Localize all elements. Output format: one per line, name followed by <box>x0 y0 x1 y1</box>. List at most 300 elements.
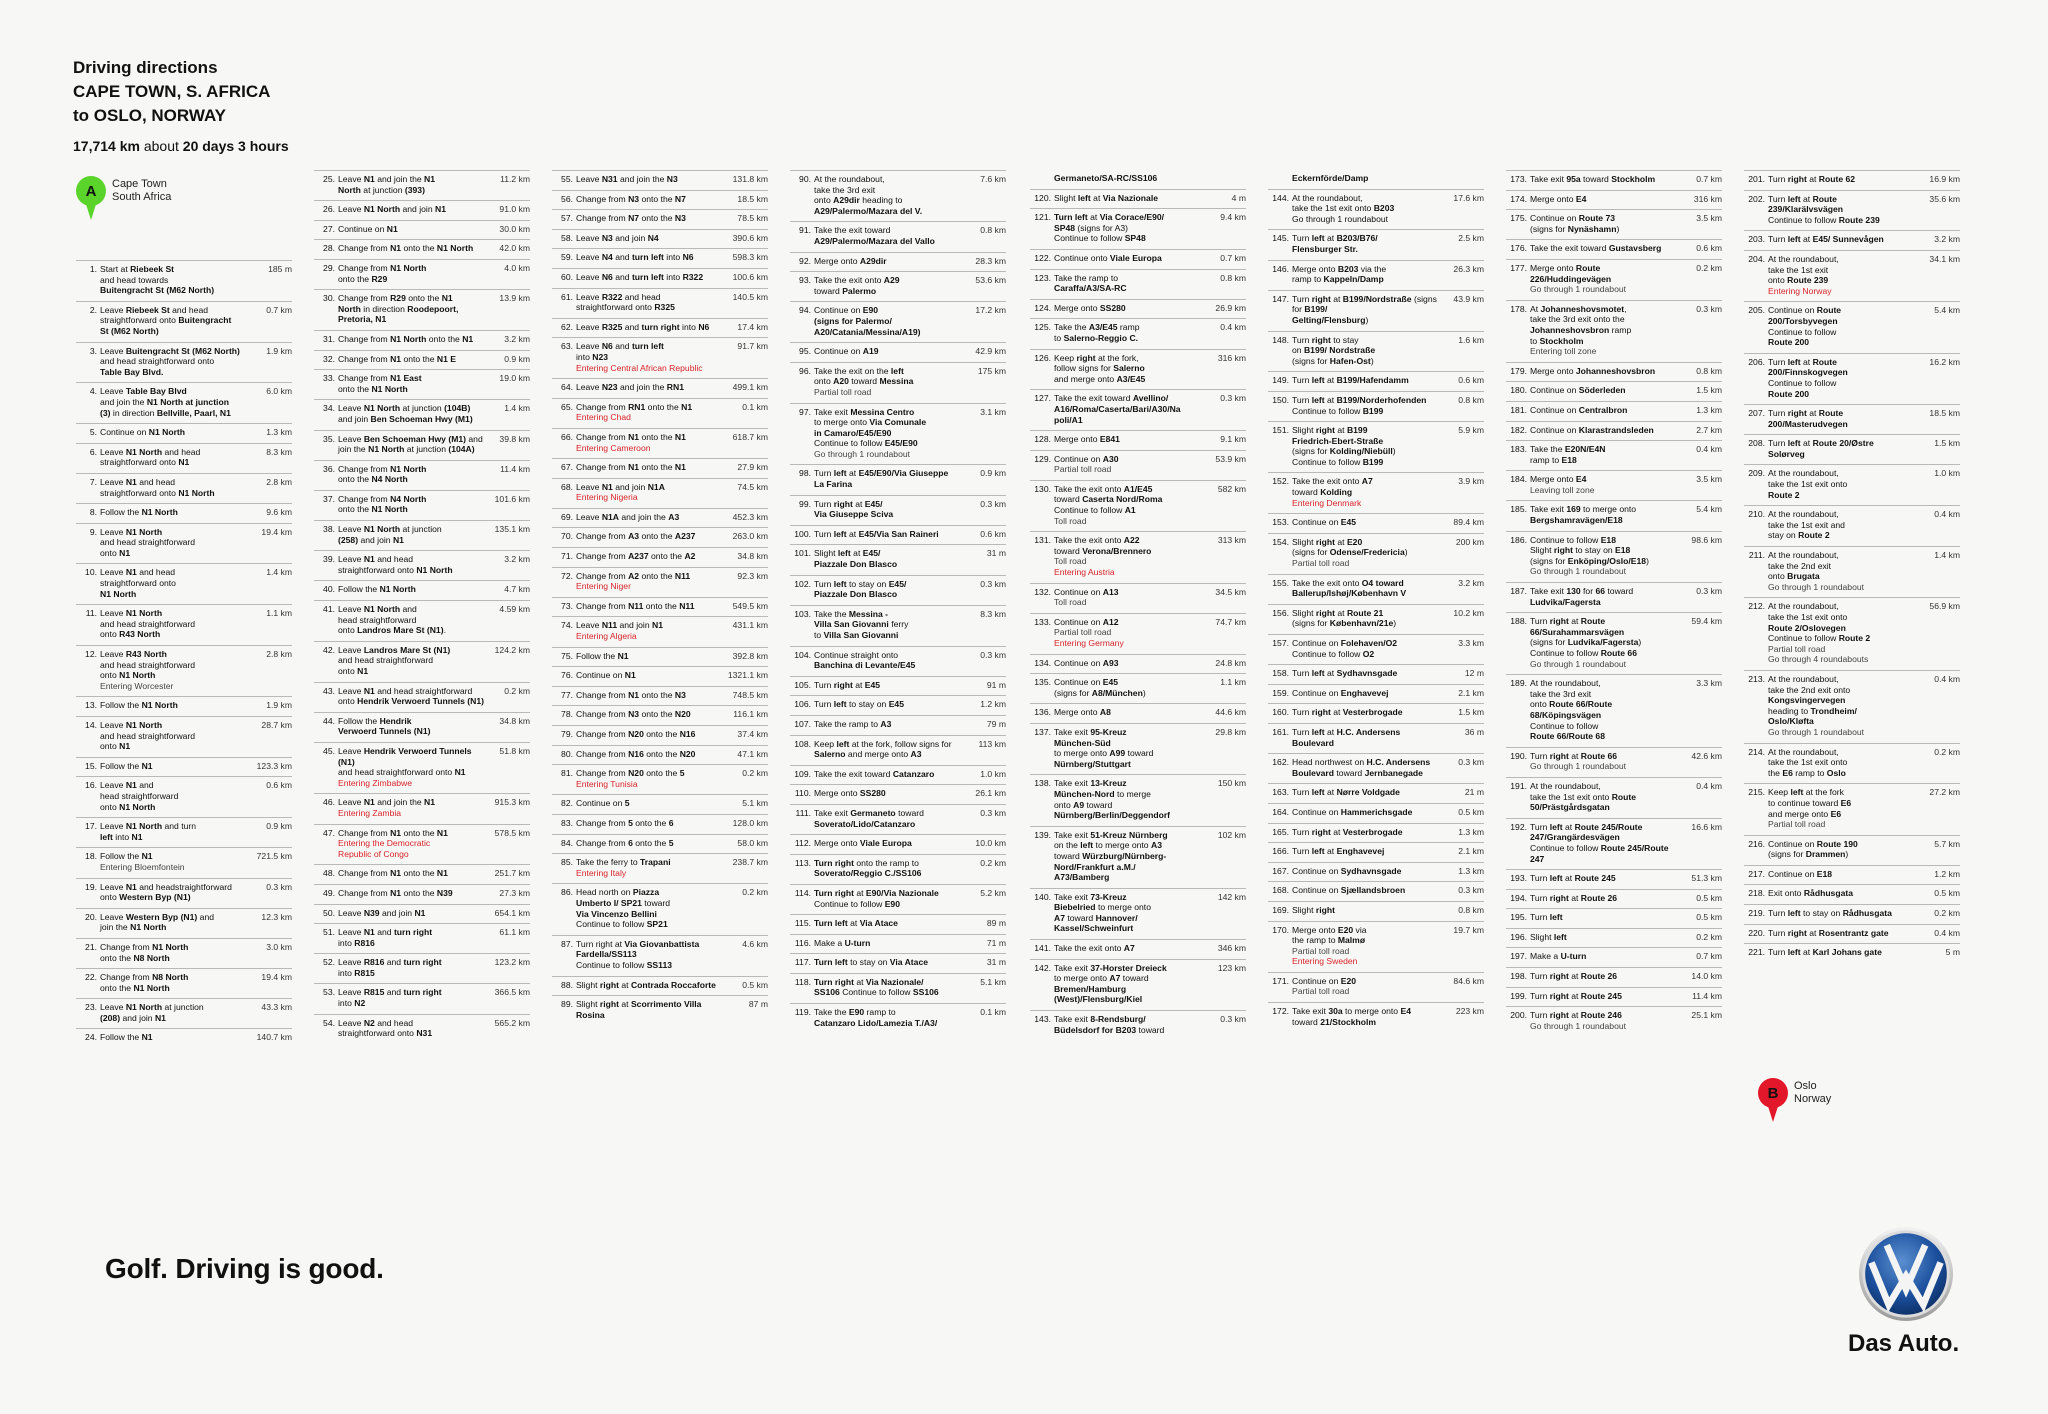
step-number: 151. <box>1272 425 1289 436</box>
step-distance: 8.3 km <box>266 446 292 457</box>
step-number: 92. <box>799 255 811 266</box>
step-number: 43. <box>323 685 335 696</box>
step-number: 200. <box>1510 1010 1527 1021</box>
directions-column-5 <box>1030 170 1246 1040</box>
step-number: 133. <box>1034 616 1051 627</box>
step-number: 177. <box>1510 262 1527 273</box>
step-number: 116. <box>794 937 811 948</box>
step-number: 194. <box>1510 892 1527 903</box>
step-instruction: Slight right at B199 Friedrich-Ebert-Straße (signs for Kolding/Niebüll) Continue to follow B199 <box>1292 425 1396 467</box>
step-distance: 0.3 km <box>1696 303 1722 314</box>
step-number: 161. <box>1272 726 1289 737</box>
step-number: 145. <box>1272 233 1289 244</box>
direction-step <box>1506 582 1722 612</box>
step-distance: 0.1 km <box>742 401 768 412</box>
direction-step <box>552 190 768 210</box>
step-number: 112. <box>794 838 811 849</box>
step-instruction: Change from N1 North onto the R29 <box>338 262 427 284</box>
step-distance: 1.0 km <box>1934 468 1960 479</box>
step-instruction: Continue on A13 Toll road <box>1054 586 1119 608</box>
step-instruction: Leave N1 North at junction (258) and join N1 <box>338 524 442 545</box>
direction-step <box>76 817 292 847</box>
direction-step <box>76 301 292 342</box>
step-number: 68. <box>561 481 573 492</box>
step-distance: 19.4 km <box>261 972 292 983</box>
direction-step <box>1030 450 1246 480</box>
direction-step <box>790 544 1006 574</box>
direction-step <box>314 682 530 712</box>
direction-step <box>1744 434 1960 464</box>
direction-step <box>1744 743 1960 784</box>
step-instruction: Continue on A12 Partial toll road Entering Germany <box>1054 616 1124 648</box>
step-distance: 131.8 km <box>732 174 768 184</box>
step-distance: 30.0 km <box>499 223 530 234</box>
direction-step <box>1268 921 1484 972</box>
step-distance: 0.7 km <box>1220 252 1246 263</box>
direction-step <box>314 641 530 682</box>
direction-step <box>1744 884 1960 904</box>
step-number: 111. <box>795 807 811 818</box>
step-distance: 578.5 km <box>494 827 530 838</box>
step-instruction: Take the exit onto O4 toward Ballerup/Ishøj/København V <box>1292 577 1407 599</box>
step-instruction: At the roundabout, take the 1st exit onto Route 2 <box>1768 468 1848 500</box>
step-number: 167. <box>1272 865 1289 876</box>
step-instruction: Turn right to stay on B199/ Nordstraße (signs for Hafen-Ost) <box>1292 334 1376 366</box>
step-number: 62. <box>561 321 573 332</box>
step-instruction: Head northwest on H.C. Andersens Boulevard toward Jernbanegade <box>1292 757 1431 778</box>
step-distance: 0.8 km <box>1220 272 1246 283</box>
step-number: 72. <box>561 570 573 581</box>
step-number: 140. <box>1034 891 1051 902</box>
step-instruction: Take the exit on the left onto A20 toward Messina Partial toll road <box>814 365 914 397</box>
step-distance: 13.9 km <box>499 293 530 304</box>
step-instruction: Continue on Folehaven/O2 Continue to follow O2 <box>1292 638 1398 659</box>
step-distance: 47.1 km <box>737 748 768 759</box>
step-distance: 1.0 km <box>980 768 1006 779</box>
step-distance: 39.8 km <box>499 433 530 444</box>
direction-step <box>314 712 530 742</box>
step-instruction: Turn right at E90/Via Nazionale Continue to follow E90 <box>814 887 939 909</box>
step-distance: 0.9 km <box>266 821 292 832</box>
direction-step <box>552 378 768 398</box>
step-number: 149. <box>1272 375 1289 386</box>
direction-step <box>314 220 530 240</box>
step-instruction: Take the E20N/E4N ramp to E18 <box>1530 444 1606 465</box>
step-number: 77. <box>561 689 573 700</box>
direction-step <box>552 458 768 478</box>
direction-step <box>552 647 768 667</box>
step-distance: 12.3 km <box>261 911 292 922</box>
direction-step <box>314 864 530 884</box>
step-distance: 4.7 km <box>504 584 530 595</box>
step-instruction: Change from N11 onto the N11 <box>576 600 695 611</box>
direction-step <box>76 473 292 503</box>
step-distance: 35.6 km <box>1929 193 1960 204</box>
step-number: 221. <box>1748 947 1765 958</box>
step-distance: 5 m <box>1945 947 1960 958</box>
brand-tagline: Das Auto. <box>1848 1330 1960 1357</box>
step-number: 216. <box>1748 838 1765 849</box>
step-instruction: Continue on N1 <box>576 670 636 681</box>
direction-step <box>1268 703 1484 723</box>
direction-step <box>1268 189 1484 230</box>
step-number: 143. <box>1034 1014 1051 1025</box>
step-number: 22. <box>85 972 97 983</box>
step-instruction: Slight left at E45/ Piazzale Don Blasco <box>814 548 898 570</box>
direction-step <box>76 757 292 777</box>
step-distance: 6.0 km <box>266 386 292 397</box>
direction-step <box>76 443 292 473</box>
step-instruction: Leave R816 and turn right into R815 <box>338 957 442 978</box>
step-number: 186. <box>1510 534 1527 545</box>
direction-step <box>1268 684 1484 704</box>
direction-step <box>1030 703 1246 723</box>
step-number: 208. <box>1748 438 1765 449</box>
step-instruction: Take exit 95-Kreuz München-Süd to merge onto A99 toward Nürnberg/Stuttgart <box>1054 726 1154 769</box>
direction-step <box>314 923 530 953</box>
step-number: 18. <box>85 851 97 862</box>
direction-step <box>790 676 1006 696</box>
step-number: 55. <box>561 174 573 184</box>
step-distance: 87 m <box>748 999 768 1010</box>
step-instruction: Leave R322 and head straightforward onto R325 <box>576 291 675 313</box>
direction-step <box>76 938 292 968</box>
direction-step <box>552 229 768 249</box>
direction-step <box>314 600 530 641</box>
direction-step <box>76 908 292 938</box>
direction-step <box>314 1014 530 1044</box>
direction-step <box>1506 987 1722 1007</box>
step-number: 163. <box>1272 787 1289 798</box>
step-number: 52. <box>323 957 335 968</box>
step-instruction: Change from N16 onto the N20 <box>576 748 696 759</box>
direction-step <box>1506 818 1722 869</box>
direction-step <box>790 495 1006 525</box>
step-instruction: Leave N1 North and head straightforward onto R43 North <box>100 608 196 640</box>
step-instruction: Slight right at Contrada Roccaforte <box>576 979 716 990</box>
step-instruction: Leave N1 North at junction (208) and join N1 <box>100 1002 204 1023</box>
direction-step <box>552 508 768 528</box>
step-distance: 0.4 km <box>1220 322 1246 333</box>
step-distance: 1.5 km <box>1696 385 1722 396</box>
step-number: 153. <box>1272 517 1289 528</box>
step-number: 121. <box>1034 212 1051 223</box>
step-number: 114. <box>794 887 811 898</box>
step-distance: 31 m <box>986 548 1006 559</box>
step-distance: 4 m <box>1231 192 1246 203</box>
step-distance: 0.3 km <box>1220 393 1246 404</box>
step-number: 99. <box>799 498 811 509</box>
step-distance: 0.6 km <box>266 780 292 791</box>
step-distance: 28.7 km <box>261 720 292 730</box>
direction-step <box>1506 869 1722 889</box>
direction-step <box>1506 209 1722 239</box>
step-instruction: Take exit 30a to merge onto E4 toward 21/Stockholm <box>1292 1006 1411 1027</box>
step-distance: 150 km <box>1217 778 1246 789</box>
step-instruction: Continue on Sydhavnsgade <box>1292 865 1402 876</box>
step-distance: 53.6 km <box>975 275 1006 286</box>
direction-step <box>1506 777 1722 818</box>
direction-step <box>1030 826 1246 888</box>
step-instruction: Germaneto/SA-RC/SS106 <box>1054 173 1158 183</box>
step-number: 212. <box>1748 601 1765 612</box>
direction-step <box>790 301 1006 342</box>
step-distance: 142 km <box>1217 891 1246 902</box>
step-number: 76. <box>561 670 573 681</box>
direction-step <box>76 260 292 301</box>
step-distance: 1.9 km <box>266 345 292 356</box>
direction-step <box>76 968 292 998</box>
step-instruction: Merge onto Route 226/Huddingevägen Go through 1 roundabout <box>1530 262 1627 295</box>
step-distance: 582 km <box>1217 483 1246 494</box>
step-distance: 431.1 km <box>732 620 768 631</box>
step-number: 154. <box>1272 536 1289 547</box>
direction-step <box>1506 531 1722 582</box>
direction-step <box>76 716 292 757</box>
step-distance: 10.2 km <box>1453 607 1484 618</box>
step-number: 66. <box>561 431 573 442</box>
direction-step <box>1030 1010 1246 1040</box>
step-instruction: Follow the N1 Entering Bloemfontein <box>100 851 185 872</box>
step-distance: 9.1 km <box>1220 434 1246 445</box>
step-distance: 0.3 km <box>1220 1014 1246 1025</box>
step-number: 197. <box>1510 951 1527 962</box>
direction-step <box>1030 723 1246 774</box>
step-distance: 5.4 km <box>1934 305 1960 316</box>
direction-step <box>76 776 292 817</box>
step-instruction: Take exit 130 for 66 toward Ludvika/Fagersta <box>1530 586 1634 607</box>
step-instruction: Change from R29 onto the N1 North in direction Roodepoort, Pretoria, N1 <box>338 293 459 325</box>
step-distance: 185 m <box>268 264 292 274</box>
step-instruction: Turn right at Route 26 <box>1530 892 1618 903</box>
direction-step <box>1268 229 1484 259</box>
step-distance: 0.3 km <box>1696 586 1722 597</box>
total-distance: 17,714 km <box>73 138 140 154</box>
step-instruction: Take the exit onto A29 toward Palermo <box>814 275 900 296</box>
step-distance: 392.8 km <box>732 650 768 661</box>
step-instruction: Take the exit toward A29/Palermo/Mazara del Vallo <box>814 225 935 246</box>
direction-step <box>1506 889 1722 909</box>
direction-step <box>1268 881 1484 901</box>
direction-step <box>1030 249 1246 269</box>
step-distance: 5.4 km <box>1696 504 1722 515</box>
step-distance: 0.5 km <box>1934 888 1960 899</box>
step-number: 17. <box>85 821 97 832</box>
step-instruction: Turn left at H.C. Andersens Boulevard <box>1292 726 1401 748</box>
step-instruction: Merge onto E4 Leaving toll zone <box>1530 474 1595 495</box>
step-number: 215. <box>1748 787 1765 798</box>
step-distance: 0.2 km <box>1934 908 1960 919</box>
step-number: 41. <box>323 604 335 615</box>
direction-step <box>1744 835 1960 865</box>
step-instruction: Continue straight onto Banchina di Levante/E45 <box>814 649 916 671</box>
step-distance: 3.2 km <box>504 554 530 565</box>
direction-step <box>1030 299 1246 319</box>
step-distance: 3.2 km <box>504 333 530 344</box>
direction-step <box>1744 597 1960 670</box>
step-instruction: Continue onto Viale Europa <box>1054 252 1162 263</box>
step-instruction: Leave R815 and turn right into N2 <box>338 987 442 1009</box>
start-location-label: Cape Town South Africa <box>112 178 172 203</box>
end-location-label: Oslo Norway <box>1794 1080 1832 1105</box>
direction-step <box>1506 401 1722 421</box>
direction-step <box>1030 613 1246 654</box>
step-distance: 78.5 km <box>737 213 768 224</box>
step-instruction: Leave N1 North and join N1 <box>338 204 446 215</box>
step-distance: 3.3 km <box>1696 678 1722 689</box>
step-distance: 2.8 km <box>266 476 292 487</box>
step-number: 47. <box>323 827 335 838</box>
step-distance: 5.9 km <box>1458 425 1484 436</box>
step-distance: 748.5 km <box>732 689 768 700</box>
step-instruction: Turn left to stay on Via Atace <box>814 957 928 968</box>
step-number: 141. <box>1034 943 1051 954</box>
step-instruction: Change from N3 onto the N7 <box>576 193 686 204</box>
direction-step <box>1268 391 1484 421</box>
step-number: 51. <box>323 927 335 938</box>
step-number: 131. <box>1034 535 1051 546</box>
step-distance: 2.8 km <box>266 649 292 660</box>
step-number: 172. <box>1272 1006 1289 1017</box>
step-instruction: Turn right at Route 62 <box>1768 174 1856 184</box>
step-instruction: Take the ramp to Caraffa/A3/SA-RC <box>1054 272 1127 294</box>
step-instruction: Leave N1 and join the N1 North at junction (393) <box>338 174 436 195</box>
step-distance: 0.5 km <box>742 979 768 990</box>
direction-step <box>1744 250 1960 301</box>
step-distance: 9.6 km <box>266 507 292 518</box>
step-number: 79. <box>561 729 573 739</box>
step-number: 213. <box>1748 673 1765 684</box>
direction-step <box>314 983 530 1013</box>
direction-step <box>1268 901 1484 921</box>
direction-step <box>1268 574 1484 604</box>
direction-step <box>552 268 768 288</box>
step-instruction: Leave Hendrik Verwoerd Tunnels (N1) and head straightforward onto N1 Entering Zimbabwe <box>338 745 472 788</box>
step-number: 168. <box>1272 885 1289 896</box>
step-distance: 654.1 km <box>494 907 530 918</box>
step-number: 119. <box>794 1007 811 1018</box>
step-number: 146. <box>1272 263 1289 274</box>
step-number: 24. <box>85 1032 97 1043</box>
step-distance: 10.0 km <box>975 838 1006 849</box>
step-number: 93. <box>799 275 811 286</box>
step-instruction: Merge onto E20 via the ramp to Malmø Partial toll road Entering Sweden <box>1292 924 1367 967</box>
step-number: 28. <box>323 243 335 254</box>
directions-column-2 <box>314 170 530 1044</box>
step-number: 39. <box>323 554 335 565</box>
direction-step <box>552 597 768 617</box>
step-instruction: Turn right at Route 200/Masterudvegen <box>1768 408 1848 429</box>
step-distance: 0.5 km <box>1458 806 1484 817</box>
step-instruction: Take the exit onto A22 toward Verona/Brennero Toll road Entering Austria <box>1054 535 1152 578</box>
step-distance: 91.0 km <box>499 204 530 215</box>
step-instruction: Turn left at Enghavevej <box>1292 846 1385 857</box>
step-instruction: Turn right at Rosentrantz gate <box>1768 927 1889 938</box>
direction-step <box>76 563 292 604</box>
step-instruction: At the roundabout, take the 1st exit onto the E6 ramp to Oslo <box>1768 746 1848 778</box>
step-instruction: Change from N1 onto the N3 <box>576 689 686 700</box>
direction-step <box>1744 353 1960 404</box>
step-number: 193. <box>1510 873 1527 884</box>
directions-column-6 <box>1268 170 1484 1032</box>
step-number: 69. <box>561 511 573 522</box>
direction-step <box>552 834 768 854</box>
step-instruction: Take the Messina - Villa San Giovanni ferry to Villa San Giovanni <box>814 608 909 640</box>
step-instruction: Leave N6 and turn left into N23 Entering Central African Republic <box>576 341 703 373</box>
step-instruction: Slight left <box>1530 931 1567 942</box>
step-instruction: Take exit Germaneto toward Soverato/Lido/Catanzaro <box>814 807 924 829</box>
direction-step <box>790 854 1006 884</box>
step-number: 135. <box>1034 677 1051 688</box>
step-number: 129. <box>1034 453 1051 464</box>
direction-step <box>1744 670 1960 743</box>
step-distance: 0.1 km <box>980 1007 1006 1018</box>
step-number: 148. <box>1272 334 1289 345</box>
direction-step <box>552 398 768 428</box>
direction-step <box>1268 783 1484 803</box>
step-number: 196. <box>1510 931 1527 942</box>
step-number: 206. <box>1748 356 1765 367</box>
direction-step <box>790 934 1006 954</box>
direction-step <box>552 170 768 190</box>
step-instruction: Turn right at Route 66/Surahammarsvägen (signs for Ludvika/Fagersta) Continue to follow Route 66 Go through 1 roundabout <box>1530 616 1642 669</box>
step-distance: 1.5 km <box>1458 707 1484 718</box>
step-number: 110. <box>794 788 811 799</box>
step-distance: 0.2 km <box>742 768 768 779</box>
direction-step <box>552 814 768 834</box>
step-number: 115. <box>794 918 811 929</box>
step-instruction: Turn right at B199/Nordstraße (signs for B199/ Gelting/Flensburg) <box>1292 293 1437 325</box>
step-instruction: Change from N1 North onto the N8 North <box>100 941 189 963</box>
direction-step <box>76 1028 292 1048</box>
direction-step <box>790 765 1006 785</box>
direction-step <box>552 666 768 686</box>
direction-step <box>1744 404 1960 434</box>
step-instruction: Leave N1 North and head straightforward onto N1 <box>100 720 196 752</box>
step-distance: 0.3 km <box>980 498 1006 509</box>
direction-step <box>1506 440 1722 470</box>
step-number: 174. <box>1510 193 1527 204</box>
step-number: 95. <box>799 346 811 357</box>
direction-step <box>552 616 768 646</box>
step-instruction: Make a U-turn <box>814 937 871 948</box>
step-instruction: Slight right at Scorrimento Villa Rosina <box>576 999 702 1020</box>
step-instruction: Merge onto A29dir <box>814 255 887 266</box>
step-number: 199. <box>1510 990 1527 1001</box>
step-number: 46. <box>323 797 335 808</box>
step-instruction: Slight right at Route 21 (signs for København/21e) <box>1292 607 1397 629</box>
step-instruction: Take the exit onto A1/E45 toward Caserta Nord/Roma Continue to follow A1 Toll road <box>1054 483 1163 526</box>
step-instruction: Leave N1 North at junction (104B) and join Ben Schoeman Hwy (M1) <box>338 403 473 424</box>
direction-step <box>790 834 1006 854</box>
step-instruction: Turn left at Sydhavnsgade <box>1292 668 1398 679</box>
step-number: 190. <box>1510 750 1527 761</box>
step-instruction: Turn right at Route 245 <box>1530 990 1622 1001</box>
step-instruction: Leave N4 and turn left into N6 <box>576 252 694 263</box>
step-instruction: Take the E90 ramp to Catanzaro Lido/Lamezia T./A3/ <box>814 1007 938 1028</box>
step-distance: 34.5 km <box>1215 586 1246 597</box>
step-distance: 27.9 km <box>737 462 768 473</box>
step-distance: 1.3 km <box>1458 826 1484 837</box>
step-distance: 0.4 km <box>1696 444 1722 455</box>
step-distance: 3.0 km <box>266 941 292 952</box>
direction-step <box>1268 1002 1484 1032</box>
step-instruction: Turn left at Route 239/Klarälvsvägen Continue to follow Route 239 <box>1768 193 1880 225</box>
step-number: 61. <box>561 291 573 302</box>
direction-step <box>1268 862 1484 882</box>
step-number: 10. <box>85 567 97 578</box>
direction-step <box>314 460 530 490</box>
